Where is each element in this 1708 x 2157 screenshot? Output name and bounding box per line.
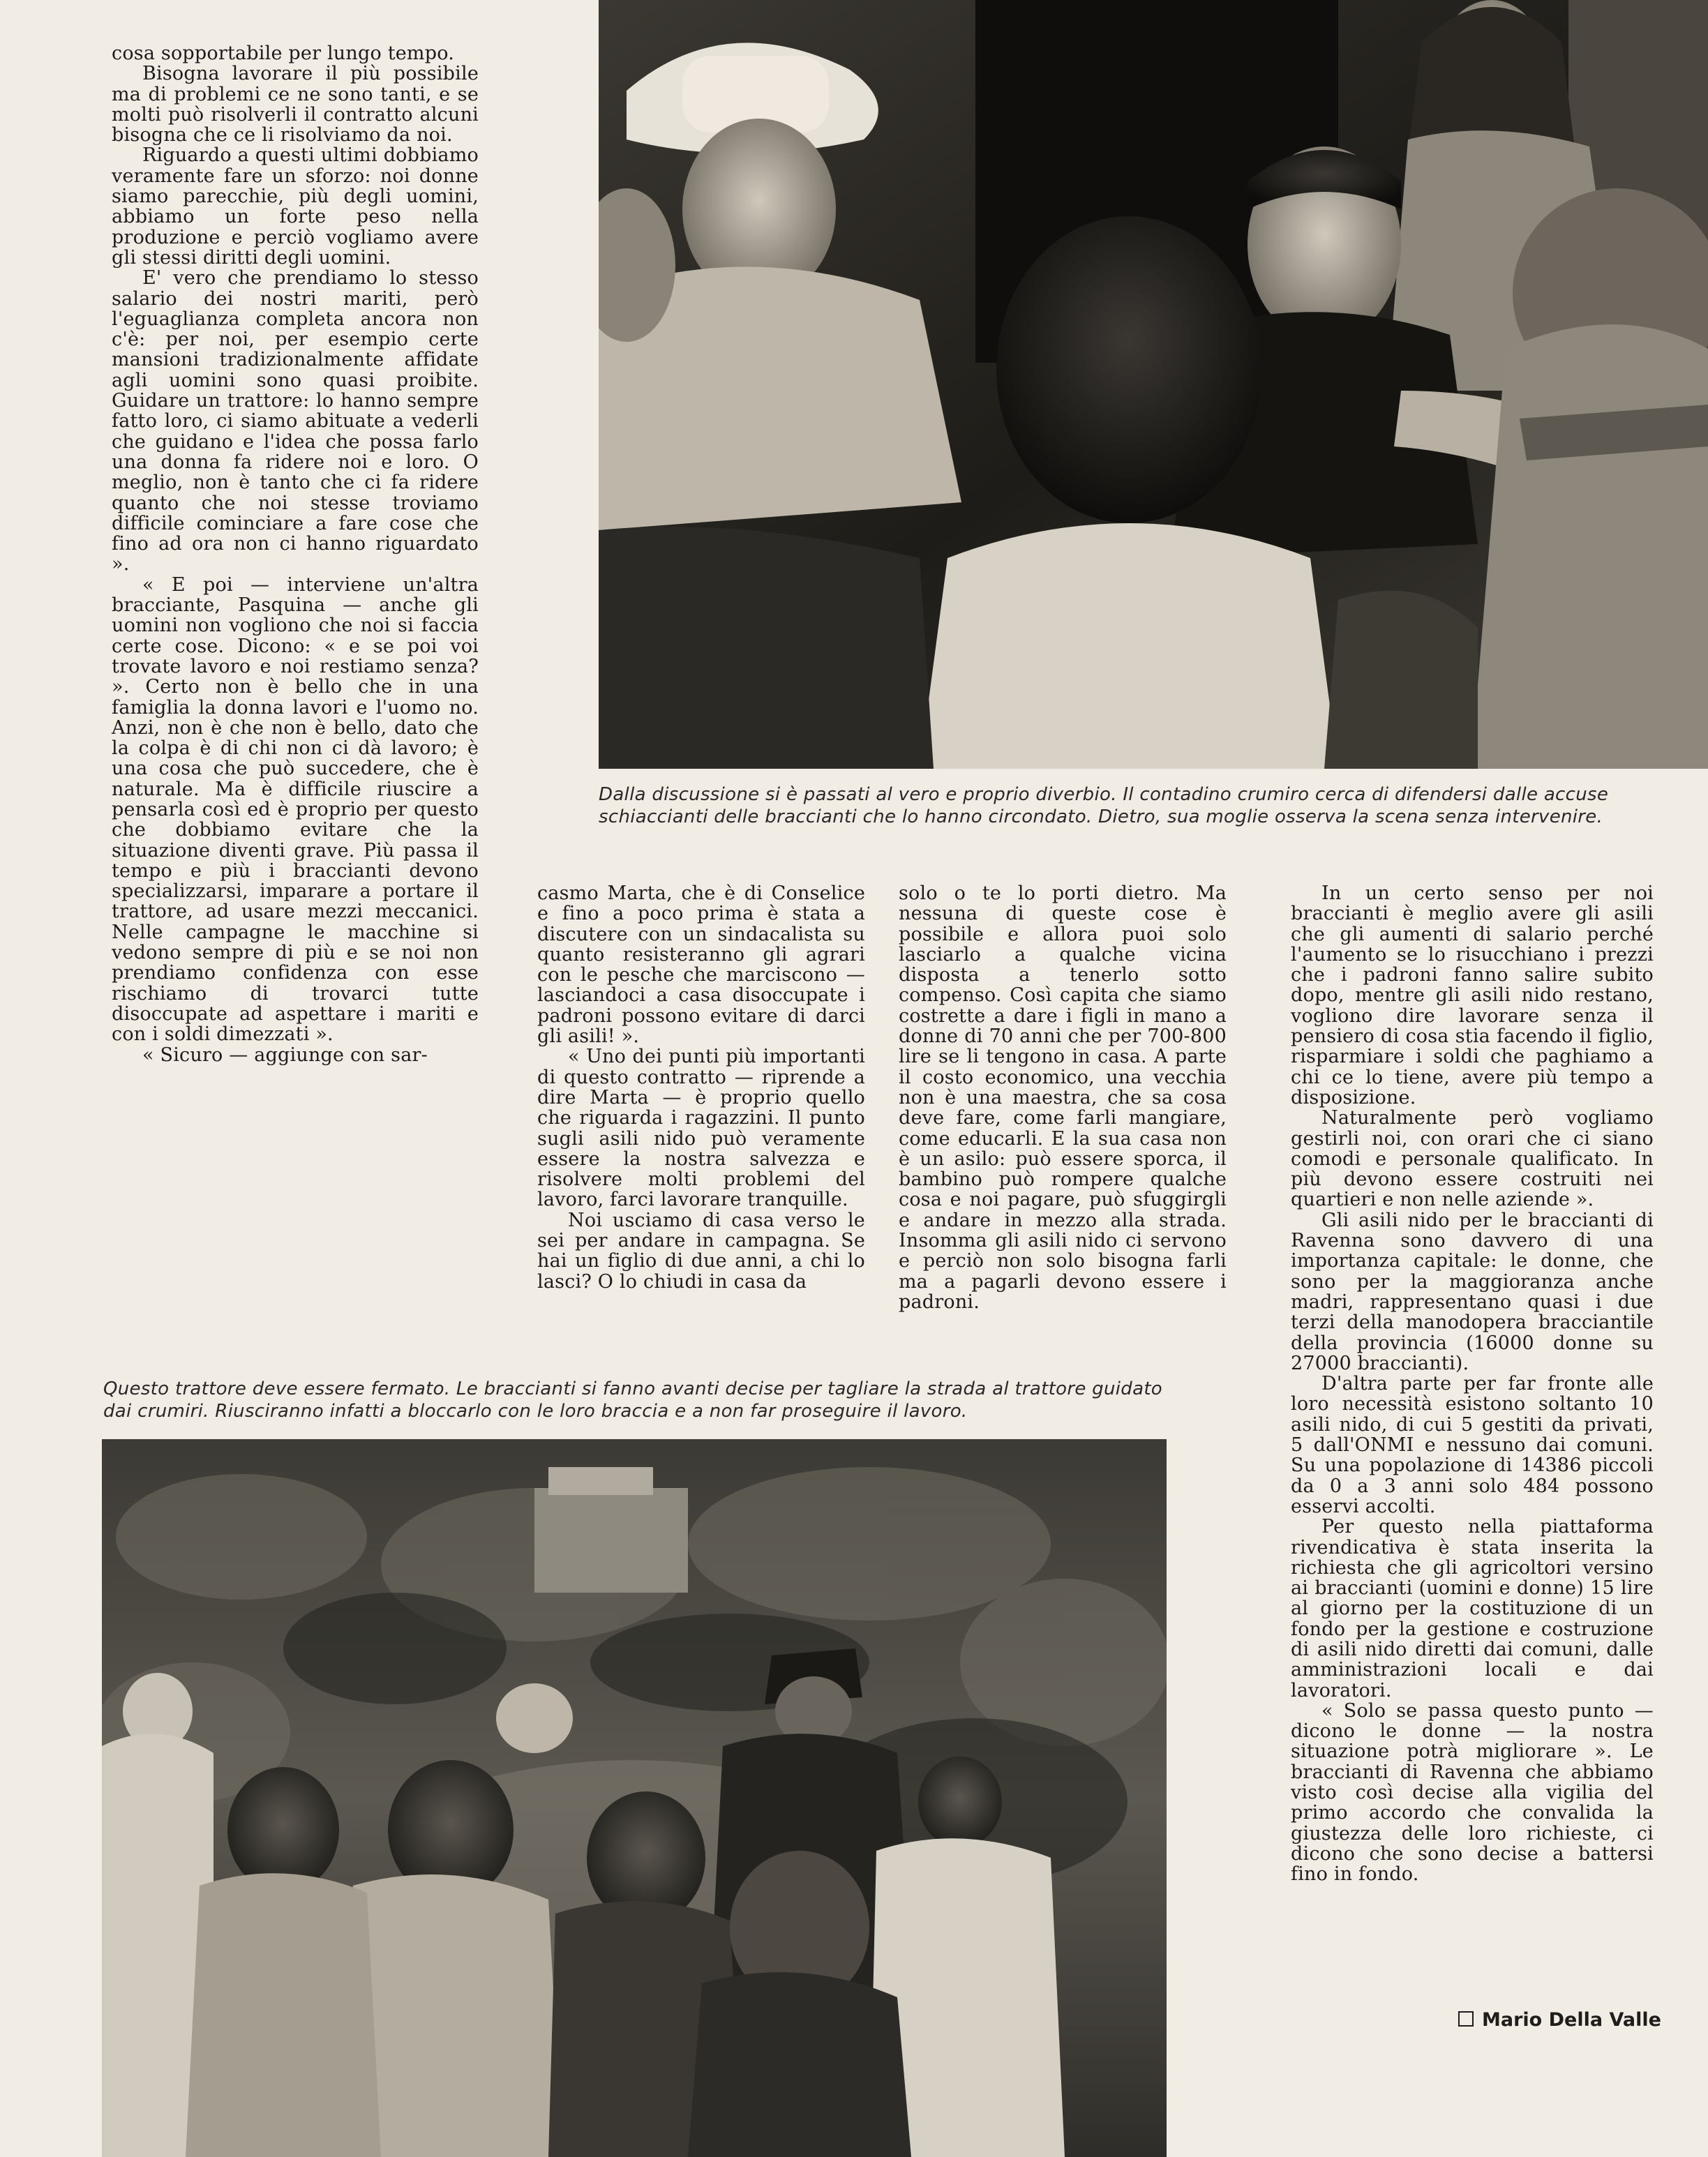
photo-tractor-caption: Questo trattore deve essere fermato. Le braccianti si fanno avanti decise per tagliare la strada al trattore guidato dai crumiri. Riusciranno infatti a bloccarlo con le loro braccia e a non far proseguire il lavoro. — [103, 1378, 1163, 1422]
paragraph: solo o te lo porti dietro. Ma nessuna di queste cose è possibile e allora puoi solo lasciarlo a qualche vicina disposta a tenerlo sotto compenso. Così capita che siamo costrette a dare i figli in mano a donne di 70 anni che per 700-800 lire se li tengono in casa. A parte il costo economico, una vecchia non è una maestra, che sa cosa deve fare, come farli mangiare, come educarli. E la sua casa non è un asilo: può essere sporca, il bambino può rompere qualche cosa e noi pagare, può sfuggirgli e andare in mezzo alla strada. Insomma gli asili nido ci servono e perciò non solo bisogna farli ma a pagarli devono essere i padroni. — [899, 882, 1227, 1313]
photo-discussion — [599, 0, 1708, 769]
author-name: Mario Della Valle — [1482, 2009, 1661, 2031]
paragraph: Bisogna lavorare il più possibile ma di problemi ce ne sono tanti, e se molti può risolverli il contratto alcuni bisogna che ce li risolviamo da noi. — [112, 63, 479, 146]
photo-discussion-image — [599, 0, 1708, 769]
paragraph: cosa sopportabile per lungo tempo. — [112, 43, 454, 64]
paragraph: Riguardo a questi ultimi dobbiamo veramente fare un sforzo: noi donne siamo parecchie, più degli uomini, abbiamo un forte peso nella produzione e perciò vogliamo avere gli stessi diritti degli uomini. — [112, 144, 479, 269]
square-bullet-icon — [1458, 2011, 1474, 2027]
photo-tractor-image — [102, 1439, 1167, 2157]
article-column-4 — [1291, 883, 1654, 1885]
paragraph: « Uno dei punti più importanti di questo contratto — riprende a dire Marta — è proprio quello che riguarda i ragazzini. Il punto sugli asili nido può veramente essere la nostra salvezza e risolvere molti problemi del lavoro, farci lavorare tranquille. — [537, 1046, 865, 1211]
paragraph: Noi usciamo di casa verso le sei per andare in campagna. Se hai un figlio di due anni, a chi lo lasci? O lo chiudi in casa da — [537, 1209, 865, 1293]
paragraph: casmo Marta, che è di Conselice e fino a poco prima è stata a discutere con un sindacalista su quanto resisteranno gli agrari con le pesche che marciscono — lasciandoci a casa disoccupate i padroni possono evitare di darci gli asili! ». — [537, 882, 865, 1048]
paragraph: Per questo nella piattaforma rivendicativa è stata inserita la richiesta che gli agricoltori versino ai braccianti (uomini e donne) 15 lire al giorno per la costituzione di un fondo per la gestione e costruzione di asili nido diretti dai comuni, dalle amministrazioni locali e dai lavoratori. — [1291, 1516, 1654, 1701]
photo-discussion-caption: Dalla discussione si è passati al vero e proprio diverbio. Il contadino crumiro cerca di difendersi dalle accuse schiaccianti delle braccianti che lo hanno circondato. Dietro, sua moglie osserva la scena senza intervenire. — [599, 784, 1609, 827]
article-column-1 — [112, 43, 479, 1065]
paragraph: E' vero che prendiamo lo stesso salario dei nostri mariti, però l'eguaglianza completa ancora non c'è: per noi, per esempio certe mansioni tradizionalmente affidate agli uomini sono quasi proibite. Guidare un trattore: lo hanno sempre fatto loro, ci siamo abituate a vederli che guidano e l'idea che possa farlo una donna fa ridere noi e loro. O meglio, non è tanto che ci fa ridere quanto che noi stesse troviamo difficile cominciare a fare cose che fino ad ora non ci hanno riguardato ». — [112, 267, 479, 576]
paragraph: Gli asili nido per le braccianti di Ravenna sono davvero di una importanza capitale: le donne, che sono per la maggioranza anche madri, rappresentano quasi i due terzi della manodopera bracciantile della provincia (16000 donne su 27000 braccianti). — [1291, 1209, 1654, 1374]
paragraph: Naturalmente però vogliamo gestirli noi, con orari che ci siano comodi e personale qualificato. In più devono essere costruiti nei quartieri e non nelle aziende ». — [1291, 1107, 1654, 1211]
paragraph: In un certo senso per noi braccianti è meglio avere gli asili che gli aumenti di salario perché l'aumento se lo risucchiano i prezzi che i padroni fanno salire subito dopo, mentre gli asili nido restano, vogliono dire lavorare senza il pensiero di cosa stia facendo il figlio, risparmiare i soldi che paghiamo a chi ce lo tiene, avere più tempo a disposizione. — [1291, 882, 1654, 1108]
article-column-2 — [537, 883, 865, 1292]
paragraph: « Solo se passa questo punto — dicono le donne — la nostra situazione potrà migliorare ». Le braccianti di Ravenna che abbiamo visto così decise alla vigilia del primo accordo che convalida la giustezza delle loro richieste, ci dicono che sono decise a battersi fino in fondo. — [1291, 1699, 1654, 1886]
paragraph: « Sicuro — aggiunge con sar- — [142, 1044, 428, 1066]
paragraph: « E poi — interviene un'altra bracciante, Pasquina — anche gli uomini non vogliono che noi si faccia certe cose. Dicono: « e se poi voi trovate lavoro e noi restiamo senza? ». Certo non è bello che in una famiglia la donna lavori e l'uomo no. Anzi, non è che non è bello, dato che la colpa è di chi non ci dà lavoro; è una cosa che può succedere, che è naturale. Ma è difficile riuscire a pensarla così ed è proprio per questo che dobbiamo evitare che la situazione diventi grave. Più passa il tempo e più i braccianti devono specializzarsi, imparare a portare il trattore, ad usare mezzi meccanici. Nelle campagne le macchine si vedono sempre di più e se noi non prendiamo confidenza con esse rischiamo di trovarci tutte disoccupate ad aspettare i mariti e con i soldi dimezzati ». — [112, 573, 479, 1046]
photo-tractor-blockade — [102, 1439, 1167, 2157]
author-signature — [1458, 2009, 1661, 2031]
paragraph: D'altra parte per far fronte alle loro necessità esistono soltanto 10 asili nido, di cui 5 gestiti da privati, 5 dall'ONMI e nessuno dai comuni. Su una popolazione di 14386 piccoli da 0 a 3 anni solo 484 possono esservi accolti. — [1291, 1373, 1654, 1517]
article-column-3 — [899, 883, 1227, 1312]
